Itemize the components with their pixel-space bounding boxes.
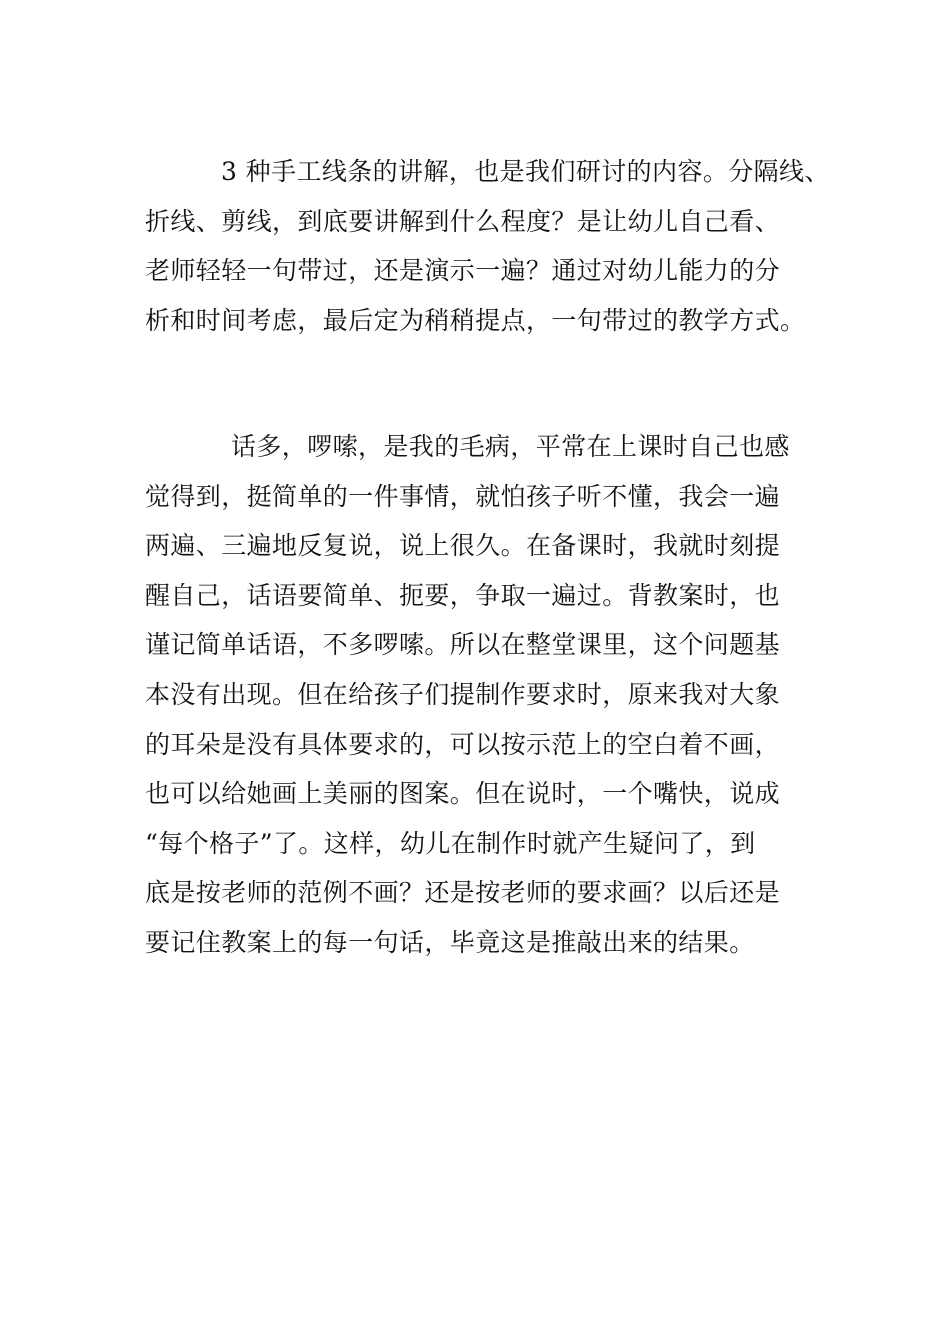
text-line: 3 种手工线条的讲解，也是我们研讨的内容。分隔线、 <box>221 157 830 186</box>
text-line: 也可以给她画上美丽的图案。但在说时，一个嘴快，说成 <box>145 779 781 809</box>
text-line: “每个格子”了。这样，幼儿在制作时就产生疑问了，到 <box>145 828 756 858</box>
text-line: 折线、剪线，到底要讲解到什么程度？是让幼儿自己看、 <box>145 206 781 236</box>
text-line: 本没有出现。但在给孩子们提制作要求时，原来我对大象 <box>145 679 781 709</box>
paragraph-talkativeness <box>145 422 815 968</box>
text-line: 老师轻轻一句带过，还是演示一遍？通过对幼儿能力的分 <box>145 256 781 286</box>
text-line: 的耳朵是没有具体要求的，可以按示范上的空白着不画， <box>145 729 781 759</box>
text-line: 谨记简单话语，不多啰嗦。所以在整堂课里，这个问题基 <box>145 630 781 660</box>
text-line: 觉得到，挺简单的一件事情，就怕孩子听不懂，我会一遍 <box>145 481 781 511</box>
text-line: 底是按老师的范例不画？还是按老师的要求画？以后还是 <box>145 878 781 908</box>
text-line: 醒自己，话语要简单、扼要，争取一遍过。背教案时，也 <box>145 580 781 610</box>
text-line: 析和时间考虑，最后定为稍稍提点，一句带过的教学方式。 <box>145 305 806 335</box>
paragraph-handcraft-lines <box>145 147 830 345</box>
text-line: 话多，啰嗦，是我的毛病，平常在上课时自己也感 <box>231 432 790 461</box>
text-line: 要记住教案上的每一句话，毕竟这是推敲出来的结果。 <box>145 927 755 957</box>
text-line: 两遍、三遍地反复说，说上很久。在备课时，我就时刻提 <box>145 531 781 561</box>
